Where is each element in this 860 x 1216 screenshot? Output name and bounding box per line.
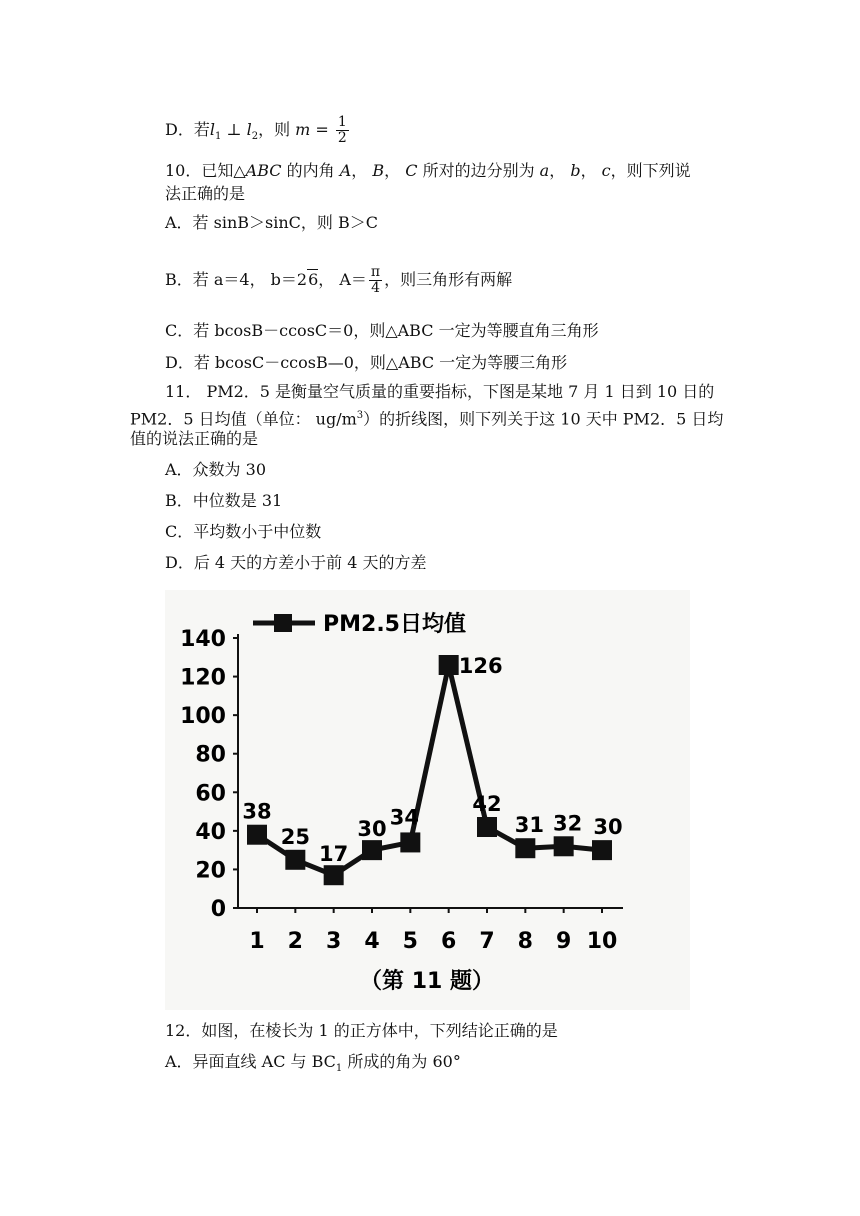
q10-stem-line1: 10．已知△ABC 的内角 A， B， C 所对的边分别为 a， b， c，则下列说 [165, 161, 691, 180]
chart-caption: （第 11 题） [360, 969, 494, 994]
y-tick-label: 120 [180, 665, 226, 691]
q10-stem-line2: 法正确的是 [165, 184, 246, 203]
x-tick-label: 4 [364, 929, 380, 954]
q10-option-a: A．若 sinB＞sinC，则 B＞C [165, 213, 378, 232]
data-point [324, 865, 344, 885]
chart-legend [253, 611, 466, 637]
q11-option-d: D．后 4 天的方差小于前 4 天的方差 [165, 553, 427, 572]
q10-option-b: B．若 a＝4， b＝26， A＝ $\frac{\pi}{4}$ ，则三角形有两解 [165, 264, 513, 296]
chart-plot [242, 654, 622, 885]
q10-option-c: C．若 bcosB－ccosC＝0，则△ABC 一定为等腰直角三角形 [165, 321, 599, 340]
q11-option-a: A．众数为 30 [165, 460, 267, 479]
y-tick-label: 100 [180, 704, 226, 730]
data-point [554, 836, 574, 856]
x-tick-label: 2 [287, 929, 303, 954]
data-point [362, 840, 382, 860]
data-point [515, 838, 535, 858]
legend-label: PM2.5日均值 [323, 612, 466, 637]
legend-marker [274, 614, 292, 632]
fraction-pi-over-4: $\frac{\pi}{4}$ [370, 264, 381, 296]
data-label: 32 [553, 811, 583, 836]
data-label: 42 [472, 792, 502, 816]
x-tick-label: 6 [441, 929, 457, 954]
x-tick-label: 7 [479, 929, 495, 954]
data-point [285, 850, 305, 870]
q11-option-b: B．中位数是 31 [165, 491, 283, 510]
data-label: 25 [280, 824, 310, 849]
data-label: 31 [514, 813, 544, 838]
x-tick-label: 1 [249, 929, 265, 954]
x-tick-label: 3 [326, 929, 342, 954]
q12-option-a: A．异面直线 AC 与 $BC_1$ 所成的角为 60° [165, 1052, 461, 1075]
y-tick-label: 60 [195, 781, 226, 807]
q9-option-d: D．若$l_1$ ⊥ $l_2$，则 m = $\frac{1}{2}$ [165, 114, 347, 146]
data-point [247, 825, 267, 845]
data-label: 34 [389, 805, 419, 830]
data-point [592, 840, 612, 860]
chart-svg [165, 590, 690, 1010]
data-label: 38 [242, 799, 272, 824]
fraction-one-half: $\frac{1}{2}$ [337, 114, 347, 146]
y-tick-label: 20 [195, 858, 226, 884]
q11-option-c: C．平均数小于中位数 [165, 522, 322, 541]
data-point [477, 817, 497, 837]
q11-stem-line3: 值的说法正确的是 [130, 429, 259, 448]
x-tick-label: 10 [586, 929, 618, 954]
data-point [400, 832, 420, 852]
data-label: 126 [458, 654, 503, 678]
q12-stem: 12．如图，在棱长为 1 的正方体中，下列结论正确的是 [165, 1021, 558, 1040]
x-tick-label: 5 [402, 929, 418, 954]
q11-stem-line2: PM2．5 日均值（单位： $ug/m^3$）的折线图，则下列关于这 10 天中 PM2．5 日均 [130, 409, 724, 429]
data-point [439, 655, 459, 675]
data-label: 30 [593, 815, 623, 840]
q11-stem-line1: 11． PM2．5 是衡量空气质量的重要指标，下图是某地 7 月 1 日到 10 日的 [165, 382, 715, 401]
y-tick-label: 0 [210, 897, 226, 922]
data-label: 17 [319, 842, 349, 867]
chart-axes [180, 627, 623, 954]
y-tick-label: 80 [195, 742, 226, 768]
data-label: 30 [357, 817, 387, 842]
y-tick-label: 140 [180, 627, 226, 652]
pm25-line-chart [165, 590, 690, 1010]
y-tick-label: 40 [195, 819, 226, 845]
q10-option-d: D．若 bcosC－ccosB—0，则△ABC 一定为等腰三角形 [165, 353, 568, 372]
x-tick-label: 9 [556, 929, 572, 954]
x-tick-label: 8 [517, 929, 533, 954]
